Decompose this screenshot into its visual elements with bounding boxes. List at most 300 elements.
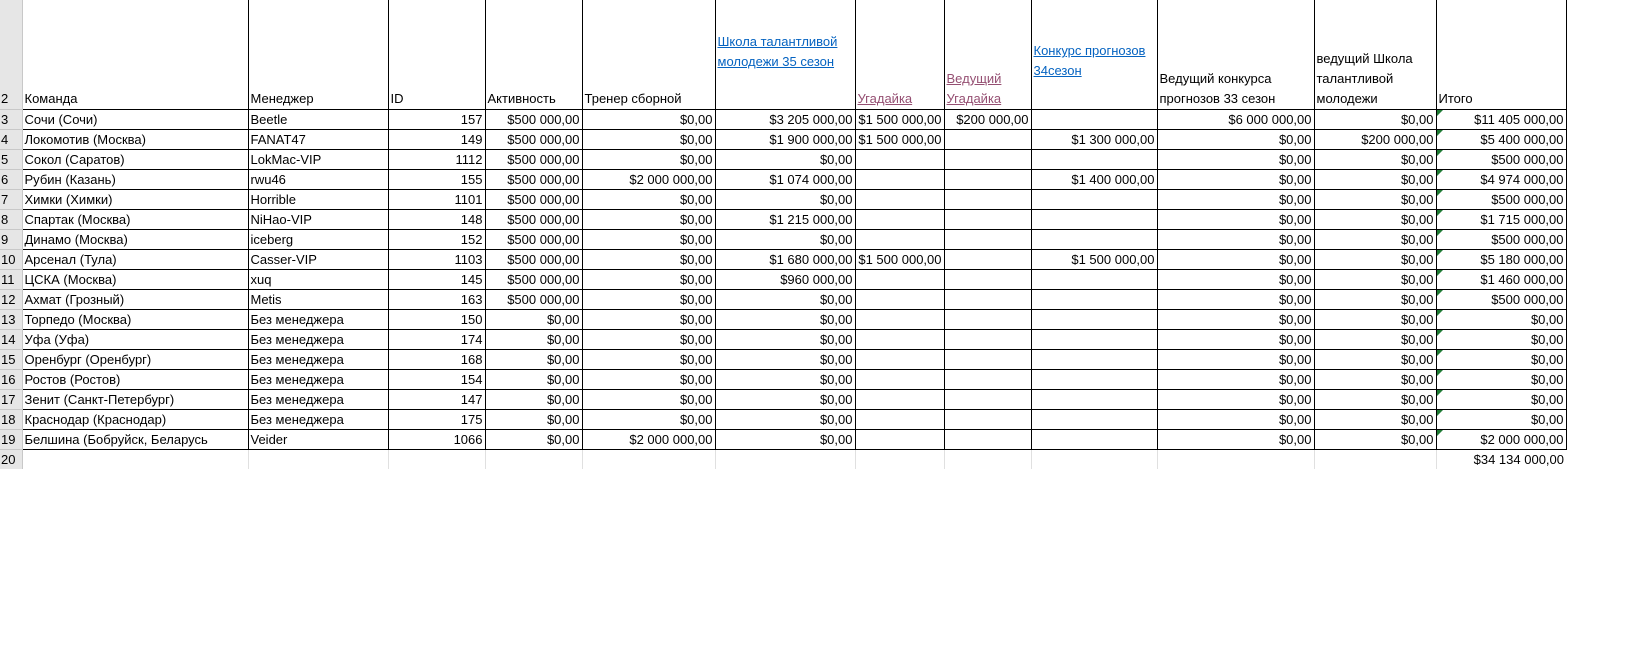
cell-team[interactable]: Локомотив (Москва) <box>22 129 248 149</box>
cell-manager[interactable]: Metis <box>248 289 388 309</box>
cell-guess[interactable] <box>855 189 944 209</box>
cell-id[interactable]: 1101 <box>388 189 485 209</box>
cell-value: $0,00 <box>1400 311 1434 327</box>
cell-total[interactable] <box>1436 389 1566 409</box>
cell-host-guess[interactable] <box>944 389 1031 409</box>
cell-value: $0,00 <box>1400 211 1434 227</box>
cell-host-school[interactable] <box>1314 149 1436 169</box>
cell-host-guess[interactable] <box>944 149 1031 169</box>
cell-activity[interactable]: $500 000,00 <box>485 289 582 309</box>
cell-forecast[interactable]: $1 500 000,00 <box>1031 249 1157 269</box>
cell-manager[interactable]: iceberg <box>248 229 388 249</box>
cell-school[interactable]: $0,00 <box>715 309 855 329</box>
cell-school[interactable]: $0,00 <box>715 409 855 429</box>
cell-host-forecast[interactable]: $0,00 <box>1157 129 1314 149</box>
cell-total[interactable] <box>1436 209 1566 229</box>
cell-school[interactable]: $1 215 000,00 <box>715 209 855 229</box>
cell-value: $11 405 000,00 <box>1474 111 1564 127</box>
header-id[interactable] <box>388 0 485 109</box>
cell-activity[interactable]: $0,00 <box>485 309 582 329</box>
error-indicator-icon[interactable] <box>1437 190 1443 196</box>
cell-team[interactable]: Оренбург (Оренбург) <box>22 349 248 369</box>
header-row <box>0 0 1566 109</box>
header-school[interactable] <box>715 0 855 109</box>
cell-guess[interactable] <box>855 149 944 169</box>
header-manager[interactable] <box>248 0 388 109</box>
empty-cell[interactable] <box>1157 449 1314 469</box>
cell-total[interactable] <box>1436 349 1566 369</box>
cell-host-forecast[interactable]: $0,00 <box>1157 249 1314 269</box>
cell-manager[interactable]: Casser-VIP <box>248 249 388 269</box>
empty-cell[interactable] <box>855 449 944 469</box>
cell-host-school[interactable] <box>1314 309 1436 329</box>
cell-coach[interactable]: $0,00 <box>582 269 715 289</box>
cell-host-guess[interactable] <box>944 189 1031 209</box>
cell-host-school[interactable] <box>1314 189 1436 209</box>
cell-host-guess[interactable] <box>944 209 1031 229</box>
cell-id[interactable]: 154 <box>388 369 485 389</box>
error-indicator-icon[interactable] <box>1437 150 1443 156</box>
cell-value: $500 000,00 <box>1491 191 1564 207</box>
cell-host-guess[interactable] <box>944 349 1031 369</box>
cell-host-school[interactable] <box>1314 369 1436 389</box>
totals-row <box>0 449 1566 469</box>
cell-school[interactable]: $0,00 <box>715 229 855 249</box>
cell-school[interactable]: $0,00 <box>715 149 855 169</box>
header-total[interactable] <box>1436 0 1566 109</box>
cell-host-forecast[interactable]: $0,00 <box>1157 429 1314 449</box>
cell-team[interactable]: Динамо (Москва) <box>22 229 248 249</box>
cell-forecast[interactable]: $1 400 000,00 <box>1031 169 1157 189</box>
cell-host-school[interactable] <box>1314 209 1436 229</box>
row-header: 2 <box>0 0 22 109</box>
cell-value: $500 000,00 <box>1491 291 1564 307</box>
empty-cell[interactable] <box>248 449 388 469</box>
cell-activity[interactable]: $500 000,00 <box>485 149 582 169</box>
cell-value: $0,00 <box>1400 271 1434 287</box>
empty-cell[interactable] <box>485 449 582 469</box>
cell-coach[interactable]: $0,00 <box>582 349 715 369</box>
error-indicator-icon[interactable] <box>1437 370 1443 376</box>
cell-host-guess[interactable]: $200 000,00 <box>944 109 1031 129</box>
cell-forecast[interactable] <box>1031 269 1157 289</box>
cell-school[interactable]: $3 205 000,00 <box>715 109 855 129</box>
cell-team[interactable]: Спартак (Москва) <box>22 209 248 229</box>
cell-host-school[interactable] <box>1314 269 1436 289</box>
cell-manager[interactable]: rwu46 <box>248 169 388 189</box>
header-team-label: Команда <box>24 90 78 106</box>
cell-coach[interactable]: $0,00 <box>582 389 715 409</box>
table-row <box>0 289 1566 309</box>
cell-team[interactable]: Ахмат (Грозный) <box>22 289 248 309</box>
cell-manager[interactable]: Без менеджера <box>248 349 388 369</box>
cell-host-guess[interactable] <box>944 169 1031 189</box>
header-manager-label: Менеджер <box>250 90 314 106</box>
error-indicator-icon[interactable] <box>1437 250 1443 256</box>
cell-id[interactable]: 147 <box>388 389 485 409</box>
error-indicator-icon[interactable] <box>1437 410 1443 416</box>
cell-id[interactable]: 155 <box>388 169 485 189</box>
cell-activity[interactable]: $0,00 <box>485 429 582 449</box>
cell-total[interactable] <box>1436 329 1566 349</box>
cell-team[interactable]: Рубин (Казань) <box>22 169 248 189</box>
cell-host-forecast[interactable]: $0,00 <box>1157 209 1314 229</box>
cell-manager[interactable]: Без менеджера <box>248 309 388 329</box>
cell-team[interactable]: Белшина (Бобруйск, Беларусь <box>22 429 248 449</box>
cell-forecast[interactable] <box>1031 369 1157 389</box>
cell-guess[interactable]: $1 500 000,00 <box>855 129 944 149</box>
cell-host-forecast[interactable]: $0,00 <box>1157 269 1314 289</box>
cell-host-guess[interactable] <box>944 429 1031 449</box>
error-indicator-icon[interactable] <box>1437 390 1443 396</box>
header-coach[interactable] <box>582 0 715 109</box>
cell-activity[interactable]: $500 000,00 <box>485 209 582 229</box>
header-activity-label: Активность <box>487 90 556 106</box>
cell-team[interactable]: Сочи (Сочи) <box>22 109 248 129</box>
cell-host-school[interactable] <box>1314 249 1436 269</box>
header-host-forecast[interactable] <box>1157 0 1314 109</box>
cell-forecast[interactable] <box>1031 309 1157 329</box>
row-header: 19 <box>0 429 22 449</box>
cell-host-school[interactable] <box>1314 409 1436 429</box>
cell-value: $0,00 <box>1400 351 1434 367</box>
cell-manager[interactable]: LokMac-VIP <box>248 149 388 169</box>
cell-school[interactable]: $1 680 000,00 <box>715 249 855 269</box>
cell-host-guess[interactable] <box>944 129 1031 149</box>
empty-cell[interactable] <box>944 449 1031 469</box>
cell-activity[interactable]: $500 000,00 <box>485 129 582 149</box>
cell-value: $0,00 <box>1400 171 1434 187</box>
cell-host-school[interactable] <box>1314 389 1436 409</box>
header-guess-label[interactable]: Угадайка <box>857 90 913 106</box>
cell-value: $0,00 <box>1530 311 1564 327</box>
cell-total[interactable] <box>1436 409 1566 429</box>
header-host-school[interactable] <box>1314 0 1436 109</box>
cell-host-school[interactable] <box>1314 109 1436 129</box>
cell-guess[interactable] <box>855 309 944 329</box>
cell-forecast[interactable]: $1 300 000,00 <box>1031 129 1157 149</box>
cell-value: $0,00 <box>1400 411 1434 427</box>
cell-guess[interactable] <box>855 329 944 349</box>
header-activity[interactable] <box>485 0 582 109</box>
cell-value: $200 000,00 <box>1361 131 1434 147</box>
cell-guess[interactable] <box>855 269 944 289</box>
cell-host-forecast[interactable]: $0,00 <box>1157 149 1314 169</box>
cell-host-school[interactable] <box>1314 429 1436 449</box>
cell-coach[interactable]: $0,00 <box>582 369 715 389</box>
cell-host-guess[interactable] <box>944 269 1031 289</box>
empty-cell[interactable] <box>1031 449 1157 469</box>
cell-school[interactable]: $0,00 <box>715 349 855 369</box>
cell-host-school[interactable] <box>1314 329 1436 349</box>
cell-activity[interactable]: $500 000,00 <box>485 229 582 249</box>
cell-host-forecast[interactable]: $0,00 <box>1157 289 1314 309</box>
cell-value: $2 000 000,00 <box>1480 431 1564 447</box>
cell-host-school[interactable] <box>1314 349 1436 369</box>
cell-id[interactable]: 149 <box>388 129 485 149</box>
cell-activity[interactable]: $0,00 <box>485 409 582 429</box>
cell-value: $0,00 <box>1400 291 1434 307</box>
cell-id[interactable]: 175 <box>388 409 485 429</box>
table-row <box>0 189 1566 209</box>
cell-forecast[interactable] <box>1031 329 1157 349</box>
empty-cell[interactable] <box>388 449 485 469</box>
cell-forecast[interactable] <box>1031 349 1157 369</box>
cell-coach[interactable]: $0,00 <box>582 129 715 149</box>
cell-forecast[interactable] <box>1031 429 1157 449</box>
cell-host-school[interactable] <box>1314 169 1436 189</box>
cell-id[interactable]: 168 <box>388 349 485 369</box>
cell-total[interactable] <box>1436 249 1566 269</box>
cell-guess[interactable] <box>855 389 944 409</box>
cell-forecast[interactable] <box>1031 189 1157 209</box>
error-indicator-icon[interactable] <box>1437 270 1443 276</box>
cell-id[interactable]: 163 <box>388 289 485 309</box>
cell-host-forecast[interactable]: $6 000 000,00 <box>1157 109 1314 129</box>
cell-team[interactable]: ЦСКА (Москва) <box>22 269 248 289</box>
cell-value: $0,00 <box>1400 251 1434 267</box>
cell-activity[interactable]: $500 000,00 <box>485 269 582 289</box>
cell-activity[interactable]: $0,00 <box>485 389 582 409</box>
cell-coach[interactable]: $2 000 000,00 <box>582 429 715 449</box>
header-guess[interactable] <box>855 0 944 109</box>
grand-total-cell[interactable]: $34 134 000,00 <box>1473 451 1564 467</box>
row-header: 11 <box>0 269 22 289</box>
cell-coach[interactable]: $0,00 <box>582 149 715 169</box>
cell-id[interactable]: 152 <box>388 229 485 249</box>
header-host-forecast-label: Ведущий конкурса прогнозов 33 сезон <box>1159 70 1276 106</box>
cell-activity[interactable]: $0,00 <box>485 329 582 349</box>
cell-team[interactable]: Краснодар (Краснодар) <box>22 409 248 429</box>
cell-guess[interactable] <box>855 409 944 429</box>
cell-host-forecast[interactable]: $0,00 <box>1157 369 1314 389</box>
cell-coach[interactable]: $0,00 <box>582 189 715 209</box>
cell-total[interactable] <box>1436 149 1566 169</box>
cell-activity[interactable]: $500 000,00 <box>485 169 582 189</box>
row-header: 12 <box>0 289 22 309</box>
cell-guess[interactable] <box>855 369 944 389</box>
row-header: 20 <box>0 449 22 469</box>
cell-guess[interactable]: $1 500 000,00 <box>855 109 944 129</box>
cell-host-school[interactable] <box>1314 229 1436 249</box>
cell-host-guess[interactable] <box>944 409 1031 429</box>
cell-manager[interactable]: xuq <box>248 269 388 289</box>
cell-id[interactable]: 1066 <box>388 429 485 449</box>
row-header: 10 <box>0 249 22 269</box>
cell-forecast[interactable] <box>1031 109 1157 129</box>
row-header: 4 <box>0 129 22 149</box>
header-host-guess-label[interactable]: Ведущий Угадайка <box>946 70 1002 106</box>
empty-cell[interactable] <box>22 449 248 469</box>
cell-coach[interactable]: $0,00 <box>582 249 715 269</box>
cell-host-forecast[interactable]: $0,00 <box>1157 329 1314 349</box>
cell-team[interactable]: Химки (Химки) <box>22 189 248 209</box>
cell-host-school[interactable] <box>1314 129 1436 149</box>
cell-total[interactable] <box>1436 309 1566 329</box>
cell-value: $500 000,00 <box>1491 151 1564 167</box>
cell-id[interactable]: 174 <box>388 329 485 349</box>
cell-total[interactable] <box>1436 169 1566 189</box>
table-row <box>0 269 1566 289</box>
row-header: 13 <box>0 309 22 329</box>
cell-coach[interactable]: $0,00 <box>582 289 715 309</box>
cell-school[interactable]: $0,00 <box>715 189 855 209</box>
cell-team[interactable]: Уфа (Уфа) <box>22 329 248 349</box>
error-indicator-icon[interactable] <box>1437 330 1443 336</box>
cell-host-guess[interactable] <box>944 229 1031 249</box>
error-indicator-icon[interactable] <box>1437 210 1443 216</box>
cell-manager[interactable]: Без менеджера <box>248 409 388 429</box>
cell-guess[interactable] <box>855 209 944 229</box>
cell-host-guess[interactable] <box>944 309 1031 329</box>
cell-school[interactable]: $1 900 000,00 <box>715 129 855 149</box>
cell-id[interactable]: 1103 <box>388 249 485 269</box>
cell-school[interactable]: $0,00 <box>715 429 855 449</box>
cell-activity[interactable]: $0,00 <box>485 369 582 389</box>
cell-value: $1 460 000,00 <box>1480 271 1564 287</box>
cell-id[interactable]: 145 <box>388 269 485 289</box>
cell-total[interactable] <box>1436 289 1566 309</box>
cell-host-forecast[interactable]: $0,00 <box>1157 189 1314 209</box>
cell-team[interactable]: Ростов (Ростов) <box>22 369 248 389</box>
cell-manager[interactable]: Без менеджера <box>248 369 388 389</box>
table-row <box>0 169 1566 189</box>
header-host-guess[interactable] <box>944 0 1031 109</box>
empty-cell[interactable] <box>715 449 855 469</box>
cell-coach[interactable]: $2 000 000,00 <box>582 169 715 189</box>
error-indicator-icon[interactable] <box>1437 310 1443 316</box>
cell-manager[interactable]: Без менеджера <box>248 389 388 409</box>
cell-value: $500 000,00 <box>1491 231 1564 247</box>
cell-coach[interactable]: $0,00 <box>582 109 715 129</box>
cell-manager[interactable]: Beetle <box>248 109 388 129</box>
table-row <box>0 329 1566 349</box>
table-row <box>0 409 1566 429</box>
cell-forecast[interactable] <box>1031 289 1157 309</box>
cell-id[interactable]: 150 <box>388 309 485 329</box>
cell-school[interactable]: $0,00 <box>715 389 855 409</box>
cell-activity[interactable]: $500 000,00 <box>485 249 582 269</box>
cell-manager[interactable]: NiHao-VIP <box>248 209 388 229</box>
cell-manager[interactable]: Без менеджера <box>248 329 388 349</box>
cell-activity[interactable]: $0,00 <box>485 349 582 369</box>
cell-team[interactable]: Торпедо (Москва) <box>22 309 248 329</box>
cell-school[interactable]: $1 074 000,00 <box>715 169 855 189</box>
error-indicator-icon[interactable] <box>1437 110 1443 116</box>
cell-id[interactable]: 157 <box>388 109 485 129</box>
cell-value: $0,00 <box>1400 391 1434 407</box>
cell-manager[interactable]: Veider <box>248 429 388 449</box>
cell-total[interactable] <box>1436 109 1566 129</box>
table-row <box>0 349 1566 369</box>
row-header: 3 <box>0 109 22 129</box>
cell-host-school[interactable] <box>1314 289 1436 309</box>
cell-id[interactable]: 1112 <box>388 149 485 169</box>
header-forecast[interactable] <box>1031 0 1157 109</box>
cell-coach[interactable]: $0,00 <box>582 409 715 429</box>
cell-forecast[interactable] <box>1031 209 1157 229</box>
cell-host-forecast[interactable]: $0,00 <box>1157 229 1314 249</box>
cell-guess[interactable] <box>855 429 944 449</box>
cell-forecast[interactable] <box>1031 229 1157 249</box>
cell-value: $0,00 <box>1400 231 1434 247</box>
error-indicator-icon[interactable] <box>1437 170 1443 176</box>
cell-coach[interactable]: $0,00 <box>582 229 715 249</box>
cell-total[interactable] <box>1436 229 1566 249</box>
cell-value: $0,00 <box>1400 191 1434 207</box>
empty-cell[interactable] <box>1314 449 1436 469</box>
cell-forecast[interactable] <box>1031 409 1157 429</box>
cell-value: $5 400 000,00 <box>1480 131 1564 147</box>
header-forecast-label[interactable]: Конкурс прогнозов 34сезон <box>1033 43 1146 78</box>
cell-guess[interactable]: $1 500 000,00 <box>855 249 944 269</box>
row-header: 6 <box>0 169 22 189</box>
error-indicator-icon[interactable] <box>1437 350 1443 356</box>
row-header: 18 <box>0 409 22 429</box>
cell-total[interactable] <box>1436 129 1566 149</box>
cell-guess[interactable] <box>855 169 944 189</box>
cell-activity[interactable]: $500 000,00 <box>485 109 582 129</box>
cell-manager[interactable]: FANAT47 <box>248 129 388 149</box>
cell-school[interactable]: $0,00 <box>715 369 855 389</box>
cell-school[interactable]: $0,00 <box>715 289 855 309</box>
cell-guess[interactable] <box>855 229 944 249</box>
cell-guess[interactable] <box>855 349 944 369</box>
cell-team[interactable]: Зенит (Санкт-Петербург) <box>22 389 248 409</box>
cell-coach[interactable]: $0,00 <box>582 309 715 329</box>
cell-forecast[interactable] <box>1031 389 1157 409</box>
cell-coach[interactable]: $0,00 <box>582 329 715 349</box>
error-indicator-icon[interactable] <box>1437 290 1443 296</box>
cell-host-guess[interactable] <box>944 329 1031 349</box>
cell-school[interactable]: $0,00 <box>715 329 855 349</box>
cell-host-guess[interactable] <box>944 249 1031 269</box>
cell-value: $0,00 <box>1530 371 1564 387</box>
cell-host-forecast[interactable]: $0,00 <box>1157 389 1314 409</box>
cell-school[interactable]: $960 000,00 <box>715 269 855 289</box>
cell-team[interactable]: Арсенал (Тула) <box>22 249 248 269</box>
header-school-label[interactable]: Школа талантливой молодежи 35 сезон <box>717 34 838 69</box>
cell-id[interactable]: 148 <box>388 209 485 229</box>
cell-activity[interactable]: $500 000,00 <box>485 189 582 209</box>
row-header: 14 <box>0 329 22 349</box>
cell-host-forecast[interactable]: $0,00 <box>1157 409 1314 429</box>
cell-host-forecast[interactable]: $0,00 <box>1157 169 1314 189</box>
empty-cell[interactable] <box>582 449 715 469</box>
error-indicator-icon[interactable] <box>1437 430 1443 436</box>
cell-host-guess[interactable] <box>944 369 1031 389</box>
header-team[interactable] <box>22 0 248 109</box>
cell-forecast[interactable] <box>1031 149 1157 169</box>
error-indicator-icon[interactable] <box>1437 130 1443 136</box>
cell-total[interactable] <box>1436 429 1566 449</box>
row-header: 17 <box>0 389 22 409</box>
cell-manager[interactable]: Horrible <box>248 189 388 209</box>
cell-value: $0,00 <box>1530 411 1564 427</box>
cell-total[interactable] <box>1436 269 1566 289</box>
table-row <box>0 209 1566 229</box>
cell-host-forecast[interactable]: $0,00 <box>1157 309 1314 329</box>
cell-guess[interactable] <box>855 289 944 309</box>
cell-coach[interactable]: $0,00 <box>582 209 715 229</box>
cell-total[interactable] <box>1436 189 1566 209</box>
cell-team[interactable]: Сокол (Саратов) <box>22 149 248 169</box>
cell-total[interactable] <box>1436 369 1566 389</box>
cell-host-forecast[interactable]: $0,00 <box>1157 349 1314 369</box>
table-row <box>0 109 1566 129</box>
error-indicator-icon[interactable] <box>1437 230 1443 236</box>
cell-host-guess[interactable] <box>944 289 1031 309</box>
